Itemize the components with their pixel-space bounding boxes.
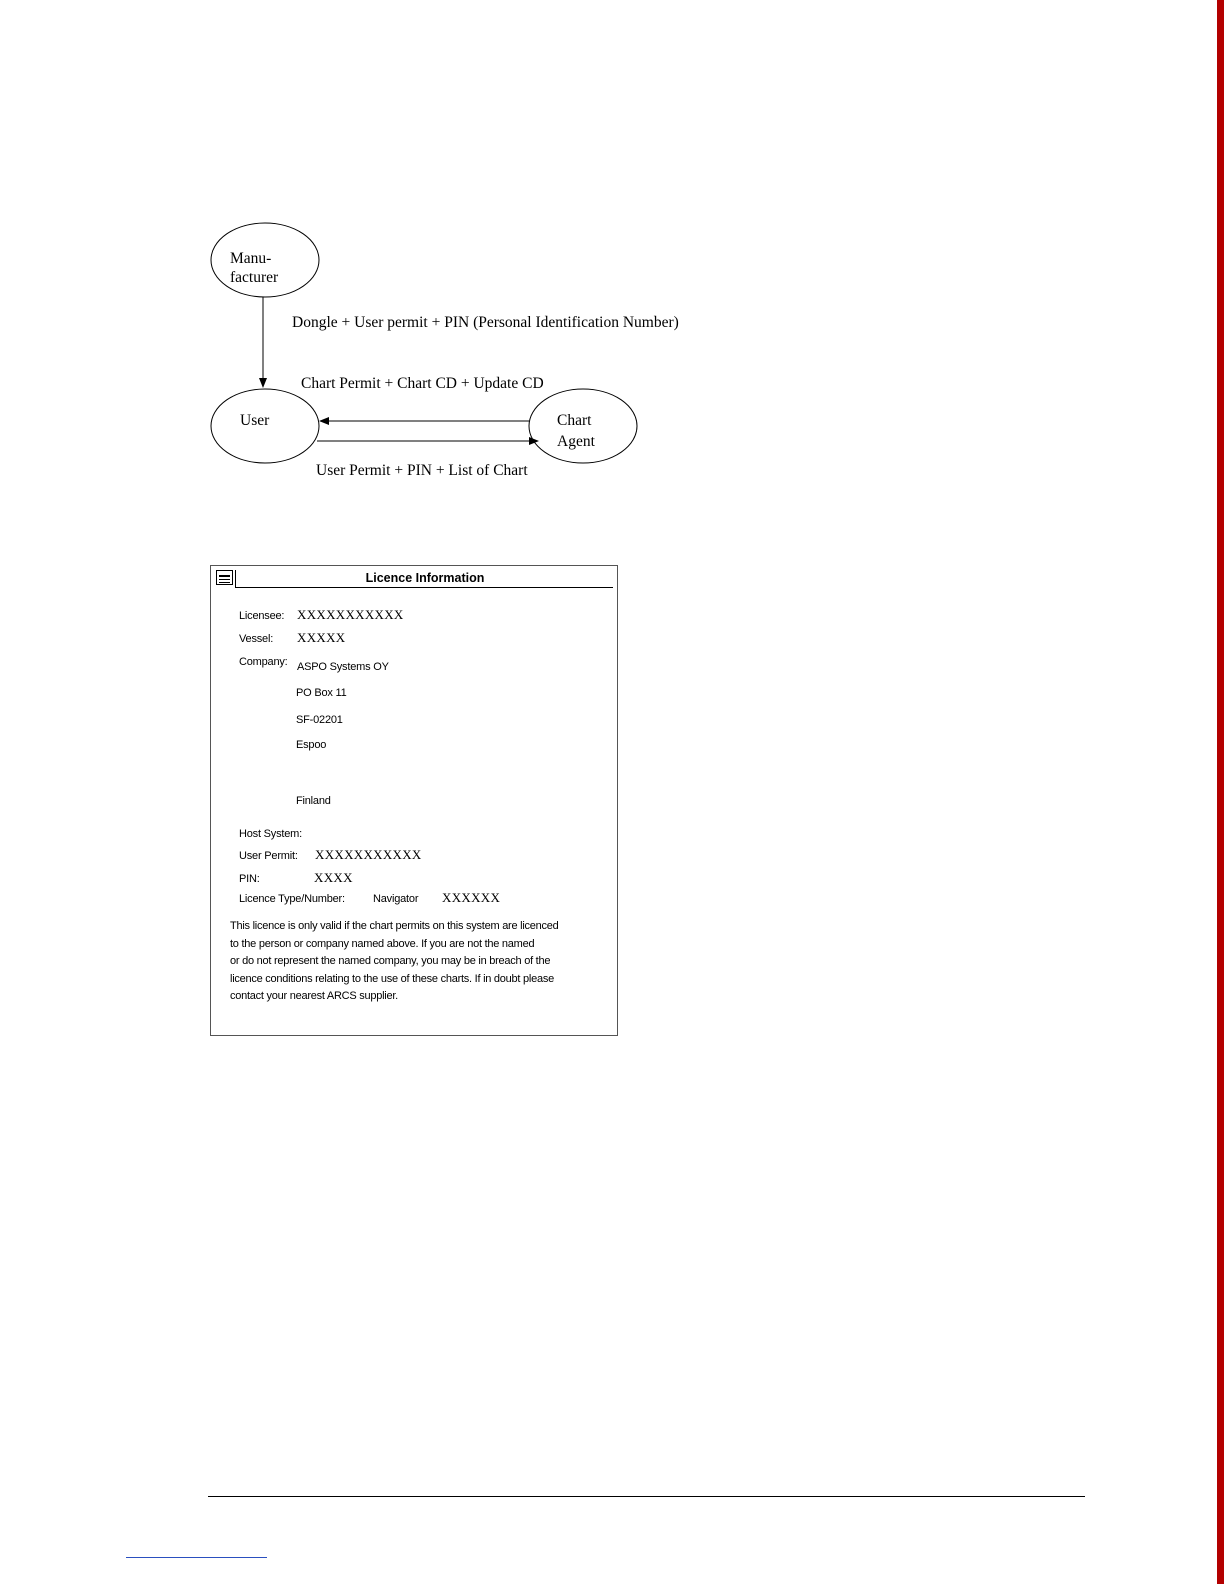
edge-label-manufacturer-to-user: Dongle + User permit + PIN (Personal Identification Number) [292, 314, 679, 331]
notice-line-4: licence conditions relating to the use of these charts. If in doubt please [230, 972, 554, 985]
vessel-value: XXXXX [297, 630, 346, 645]
licence-type-value: Navigator [373, 893, 419, 905]
manufacturer-node [211, 223, 319, 297]
user-permit-value: XXXXXXXXXXX [315, 847, 422, 862]
system-menu-icon[interactable] [216, 570, 233, 585]
pin-label: PIN: [239, 873, 260, 885]
user-permit-label: User Permit: [239, 850, 298, 862]
licence-number-value: XXXXXX [442, 890, 501, 905]
company-line-3: SF-02201 [296, 714, 343, 726]
licence-type-label: Licence Type/Number: [239, 893, 345, 905]
host-system-label: Host System: [239, 828, 303, 840]
edge-label-user-to-agent: User Permit + PIN + List of Chart [316, 462, 528, 479]
licensee-label: Licensee: [239, 610, 285, 622]
chart-agent-label-line1: Chart [557, 412, 592, 429]
manufacturer-label-line2: facturer [230, 269, 279, 286]
company-line-5: Finland [296, 795, 331, 807]
user-node [211, 389, 319, 463]
title-separator [235, 570, 236, 587]
licensing-flow-diagram [200, 215, 720, 490]
company-line-2: PO Box 11 [296, 687, 347, 699]
company-line-1: ASPO Systems OY [297, 661, 389, 673]
licence-notice [230, 918, 610, 1006]
notice-line-3: or do not represent the named company, you may be in breach of the [230, 955, 551, 967]
user-label: User [240, 412, 270, 429]
company-line-4: Espoo [296, 739, 327, 751]
chart-agent-node [529, 389, 637, 463]
notice-line-1: This licence is only valid if the chart permits on this system are licenced [230, 920, 559, 932]
licence-information-dialog [210, 565, 618, 1036]
notice-line-2: to the person or company named above. If you are not the named [230, 937, 535, 950]
vessel-label: Vessel: [239, 633, 274, 645]
title-underline [235, 587, 613, 588]
edge-label-agent-to-user: Chart Permit + Chart CD + Update CD [301, 375, 544, 392]
notice-line-5: contact your nearest ARCS supplier. [230, 990, 398, 1002]
footer-rule [208, 1496, 1085, 1497]
licensee-value: XXXXXXXXXXX [297, 607, 404, 622]
company-label: Company: [239, 656, 288, 668]
manufacturer-label-line1: Manu- [230, 250, 272, 267]
chart-agent-label-line2: Agent [557, 433, 595, 450]
dialog-title: Licence Information [365, 571, 485, 585]
page-edge-bar [1217, 0, 1224, 1584]
footnote-rule [126, 1557, 267, 1558]
pin-value: XXXX [314, 870, 353, 885]
